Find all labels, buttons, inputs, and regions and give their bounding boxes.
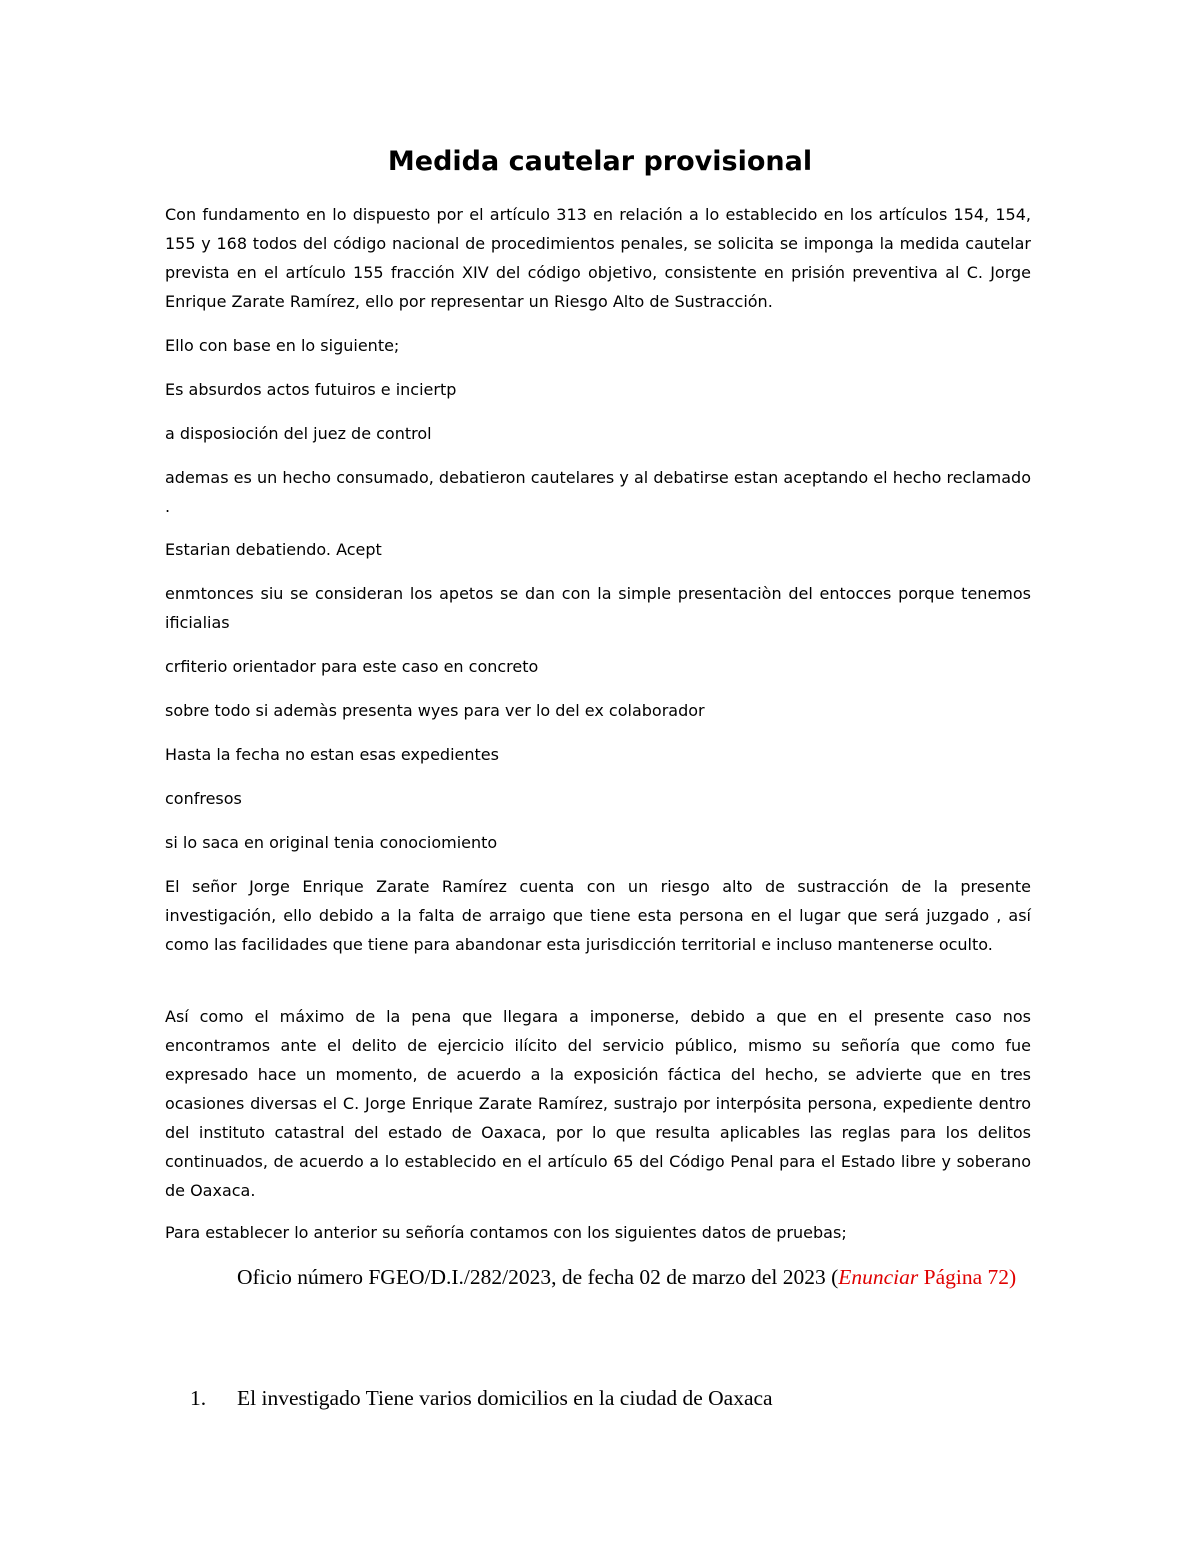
paragraph-note-1: Es absurdos actos futuiros e inciertp — [165, 380, 457, 399]
list-number: 1. — [190, 1386, 207, 1410]
list-text: El investigado Tiene varios domicilios en la ciudad de Oaxaca — [237, 1386, 773, 1410]
paragraph-pruebas: Para establecer lo anterior su señoría contamos con los siguientes datos de pruebas; — [165, 1223, 847, 1242]
list-item — [190, 1378, 773, 1418]
paragraph-base: Ello con base en lo siguiente; — [165, 336, 400, 355]
evidence-text: Oficio número FGEO/D.I./282/2023, de fecha 02 de marzo del 2023 ( — [237, 1265, 839, 1289]
paragraph-note-7: sobre todo si ademàs presenta wyes para ver lo del ex colaborador — [165, 701, 705, 720]
evidence-note-page: Página 72) — [918, 1265, 1017, 1289]
paragraph-note-4: Estarian debatiendo. Acept — [165, 540, 382, 559]
paragraph-note-2: a disposioción del juez de control — [165, 424, 432, 443]
paragraph-note-5: enmtonces siu se consideran los apetos se dan con la simple presentaciòn del entocces porque tenemos ificialias — [165, 584, 1031, 632]
evidence-note-italic: Enunciar — [838, 1265, 919, 1289]
paragraph-fundamento: Con fundamento en lo dispuesto por el artículo 313 en relación a lo establecido en los artículos 154, 154, 155 y 168 todos del código nacional de procedimientos penales, se solicita se imponga la medida cautelar prevista en el artículo 155 fracción XIV del código objetivo, consistente en prisión preventiva al C. Jorge Enrique Zarate Ramírez, ello por representar un Riesgo Alto de Sustracción. — [165, 205, 1031, 311]
paragraph-riesgo: El señor Jorge Enrique Zarate Ramírez cuenta con un riesgo alto de sustracción de la presente investigación, ello debido a la falta de arraigo que tiene esta persona en el lugar que será juzgado , así como las facilidades que tiene para abandonar esta jurisdicción territorial e incluso mantenerse oculto. — [165, 877, 1031, 954]
paragraph-note-6: crfiterio orientador para este caso en concreto — [165, 657, 539, 676]
paragraph-pena: Así como el máximo de la pena que llegara a imponerse, debido a que en el presente caso nos encontramos ante el delito de ejercicio ilícito del servicio público, mismo su señoría que como fue expresado hace un momento, de acuerdo a la exposición fáctica del hecho, se advierte que en tres ocasiones diversas el C. Jorge Enrique Zarate Ramírez, sustrajo por interpósita persona, expediente dentro del instituto catastral del estado de Oaxaca, por lo que resulta aplicables las reglas para los delitos continuados, de acuerdo a lo establecido en el artículo 65 del Código Penal para el Estado libre y soberano de Oaxaca. — [165, 1007, 1031, 1200]
paragraph-note-8: Hasta la fecha no estan esas expedientes — [165, 745, 499, 764]
paragraph-note-9: confresos — [165, 789, 242, 808]
document-title: Medida cautelar provisional — [387, 146, 813, 177]
paragraph-note-10: si lo saca en original tenia conociomiento — [165, 833, 498, 852]
paragraph-note-3: ademas es un hecho consumado, debatieron cautelares y al debatirse estan aceptando el hecho reclamado . — [165, 468, 1031, 516]
evidence-item — [237, 1258, 1035, 1297]
